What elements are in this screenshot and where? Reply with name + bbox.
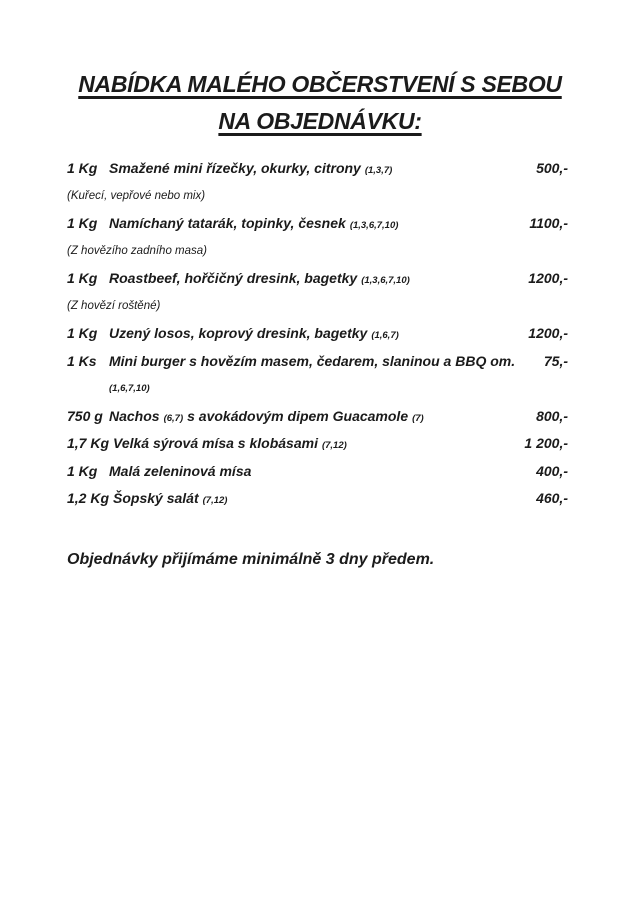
title-line-1: NABÍDKA MALÉHO OBČERSTVENÍ S SEBOU: [78, 71, 562, 97]
menu-item-row: [67, 458, 568, 486]
item-price: 1200,-: [528, 325, 568, 341]
item-quantity: 1,7 Kg: [67, 435, 110, 451]
menu-item-text: [67, 320, 403, 350]
item-allergens: (7): [412, 412, 424, 424]
item-name: Uzený losos, koprový dresink, bagetky: [109, 325, 368, 341]
item-allergens: (1,3,6,7,10): [361, 275, 410, 286]
item-allergens: (7,12): [321, 440, 347, 451]
item-name: Velká sýrová mísa s klobásami: [113, 435, 318, 451]
item-name: Namíchaný tatarák, topinky, česnek: [109, 215, 346, 231]
item-quantity: 1 Kg: [67, 325, 98, 341]
item-price: 460,-: [536, 490, 568, 506]
item-quantity: 1 Kg: [67, 270, 98, 286]
item-allergens: (1,3,6,7,10): [349, 220, 399, 231]
item-allergens: (1,3,7): [364, 165, 393, 176]
item-price: 400,-: [536, 462, 568, 479]
page-title: [0, 0, 640, 140]
item-name: Roastbeef, hořčičný dresink, bagetky: [109, 270, 358, 286]
menu-item-row: [67, 265, 568, 293]
menu-item-text: [67, 210, 402, 240]
item-quantity: 1 Kg: [67, 160, 98, 176]
item-quantity: 1,2 Kg: [67, 490, 110, 506]
item-price: 75,-: [543, 352, 568, 369]
item-allergens: (1,6,7): [371, 330, 399, 341]
item-price: 1200,-: [528, 270, 568, 286]
menu-item-row: [67, 485, 568, 513]
item-price: 500,-: [536, 160, 568, 176]
item-quantity: 1 Kg: [67, 215, 98, 231]
menu-item-row: [67, 155, 568, 183]
item-name: Nachos: [109, 407, 160, 424]
item-name: s avokádovým dipem Guacamole: [187, 407, 409, 424]
menu-item-text: [67, 265, 414, 295]
item-note-row: (Kuřecí, vepřové nebo mix): [67, 189, 206, 202]
menu-item-row: [67, 210, 568, 238]
title-line-2: NA OBJEDNÁVKU:: [218, 108, 422, 134]
item-price: 800,-: [536, 407, 568, 424]
item-allergens: (6,7): [163, 412, 184, 424]
item-allergens-row: (1,6,7,10): [109, 383, 150, 394]
footer-note: Objednávky přijímáme minimálně 3 dny předem.: [67, 550, 435, 568]
item-allergens: (7,12): [202, 495, 228, 506]
menu-item-row: [67, 403, 568, 431]
menu-item-text: [67, 485, 231, 515]
item-name: Šopský salát: [113, 490, 199, 506]
item-quantity: 1 Ks: [67, 352, 97, 369]
item-note-row: (Z hovězí roštěné): [67, 299, 161, 312]
item-quantity: 750 g: [67, 407, 103, 424]
item-name: Smažené mini řízečky, okurky, citrony: [109, 160, 361, 176]
item-price: 1 200,-: [524, 435, 568, 451]
item-note-row: (Z hovězího zadního masa): [67, 244, 207, 257]
item-price: 1100,-: [529, 215, 568, 231]
menu-item-row: [67, 430, 568, 458]
menu-item-text: [67, 458, 251, 486]
menu-item-text: [67, 155, 396, 185]
item-quantity: 1 Kg: [67, 462, 98, 479]
menu-item-text: [67, 348, 515, 376]
menu-item-row: [67, 348, 568, 376]
item-name: Malá zeleninová mísa: [109, 462, 252, 479]
menu-item-text: [67, 430, 351, 460]
menu-item-text: [67, 403, 428, 433]
menu-items: [67, 155, 568, 513]
item-name: Mini burger s hovězím masem, čedarem, slaninou a BBQ om.: [109, 352, 516, 369]
menu-item-row: [67, 320, 568, 348]
